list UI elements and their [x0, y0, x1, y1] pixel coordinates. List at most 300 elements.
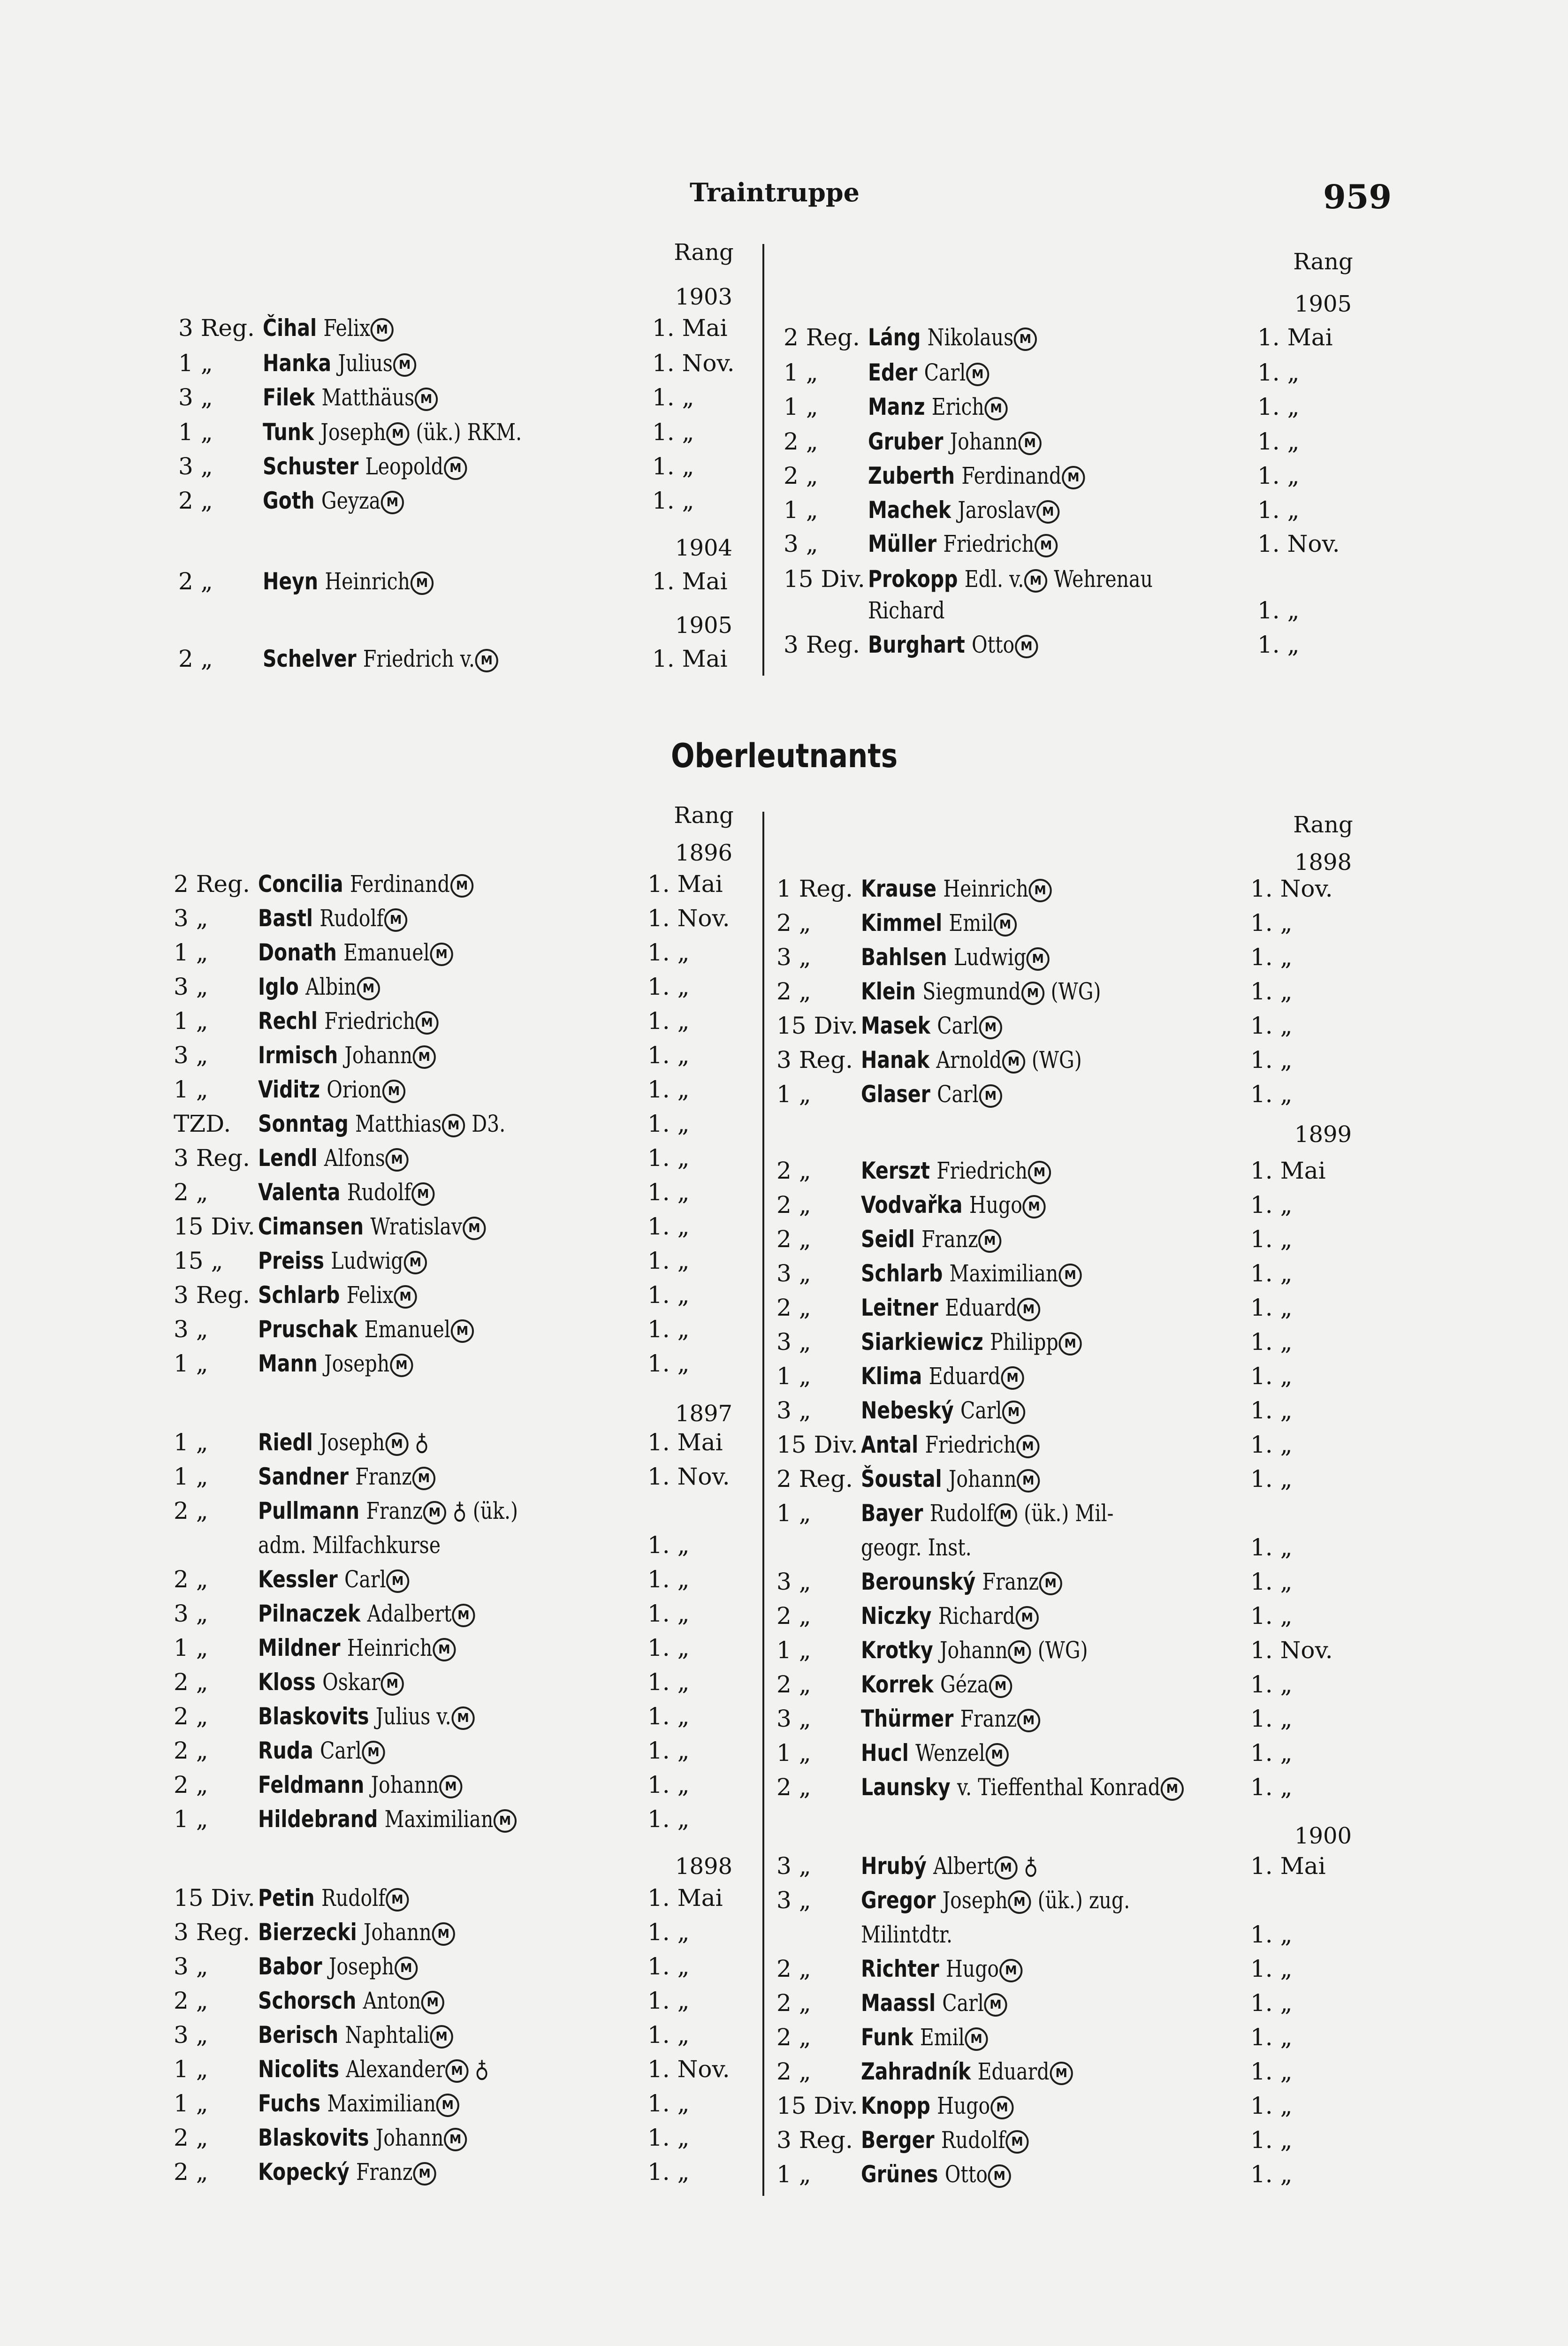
given-name: Rudolf	[941, 2126, 1005, 2154]
surname: Vodvařka	[861, 1191, 969, 1219]
year-label: 1905	[675, 612, 733, 639]
surname: Pruschak	[258, 1316, 365, 1343]
list-item	[784, 496, 1393, 529]
officer-name	[861, 1637, 1088, 1664]
unit-label: 1 „	[784, 393, 818, 420]
surname: Mildner	[258, 1634, 347, 1661]
rank-date: 1. „	[1250, 1465, 1293, 1493]
rank-date: 1. „	[647, 1042, 690, 1069]
officer-name	[263, 350, 417, 377]
given-name: Heinrich	[347, 1634, 433, 1661]
unit-label: 1 „	[174, 1805, 208, 1833]
m-circle-icon: M	[994, 1856, 1017, 1880]
list-item	[776, 1157, 1386, 1190]
note-text: ♁	[409, 1429, 429, 1456]
surname: Schelver	[263, 645, 363, 672]
given-name: Nikolaus	[927, 324, 1014, 351]
given-name: Richard	[868, 597, 945, 624]
surname: Klein	[861, 978, 923, 1005]
list-item	[784, 530, 1393, 563]
list-item	[776, 1191, 1386, 1224]
given-name: Otto	[971, 631, 1015, 658]
m-circle-icon: M	[386, 1148, 409, 1172]
m-circle-icon: M	[979, 1084, 1002, 1108]
rank-date: 1. „	[647, 1919, 690, 1946]
rank-date: 1. „	[647, 1213, 690, 1240]
m-circle-icon: M	[382, 1080, 405, 1103]
officer-name	[258, 1953, 418, 1980]
list-item	[174, 939, 784, 972]
officer-name	[258, 1247, 427, 1274]
unit-label: 2 „	[784, 428, 818, 455]
list-item	[174, 1497, 784, 1530]
surname: Antal	[861, 1431, 925, 1458]
list-item	[776, 909, 1386, 942]
rank-date: 1. „	[1250, 944, 1293, 971]
surname: Láng	[868, 324, 928, 351]
rank-date: 1. „	[1250, 2024, 1293, 2051]
rank-date: 1. „	[1250, 1955, 1293, 1982]
rank-date: 1. Mai	[652, 645, 728, 672]
officer-name	[258, 1634, 456, 1661]
rank-date: 1. „	[1250, 1012, 1293, 1039]
surname: Siarkiewicz	[861, 1328, 990, 1356]
given-name: Naphtali	[345, 2021, 430, 2049]
surname: Hildebrand	[258, 1805, 385, 1833]
surname: Richter	[861, 1955, 946, 1982]
rank-date: 1. Nov.	[1257, 530, 1340, 557]
m-circle-icon: M	[985, 1743, 1008, 1767]
given-name: Carl	[937, 1012, 979, 1039]
surname: Leitner	[861, 1294, 945, 1321]
given-name: Géza	[940, 1671, 989, 1698]
unit-label: 1 „	[776, 1500, 811, 1527]
m-circle-icon: M	[985, 397, 1008, 420]
surname: Tunk	[263, 419, 321, 446]
officer-name	[861, 1046, 1082, 1074]
unit-label: 2 Reg.	[174, 870, 250, 898]
unit-label: 2 „	[178, 645, 213, 672]
surname: Goth	[263, 487, 321, 514]
rank-date: 1. „	[1250, 1705, 1293, 1732]
list-item	[776, 1046, 1386, 1079]
given-name: Felix	[346, 1281, 394, 1309]
surname: Klima	[861, 1363, 929, 1390]
given-name: Ferdinand	[961, 462, 1062, 489]
unit-label: 1 „	[174, 1350, 208, 1377]
surname: Nicolits	[258, 2056, 346, 2083]
surname: Viditz	[258, 1076, 327, 1103]
m-circle-icon: M	[411, 571, 434, 595]
note-text: (WG)	[1031, 1637, 1088, 1664]
rank-date: 1. „	[647, 1600, 690, 1627]
list-item	[174, 1144, 784, 1177]
m-circle-icon: M	[463, 1217, 486, 1240]
given-name: Johann	[375, 2124, 444, 2151]
given-name: Wratislav	[370, 1213, 463, 1240]
given-name: Maximilian	[384, 1805, 494, 1833]
unit-label: 1 „	[776, 1637, 811, 1664]
officer-name	[263, 453, 467, 480]
surname: Valenta	[258, 1179, 347, 1206]
officer-name	[263, 645, 499, 672]
list-item	[174, 1600, 784, 1633]
given-name: Anton	[363, 1987, 421, 2014]
unit-label: 2 „	[776, 1671, 811, 1698]
officer-name	[258, 1771, 463, 1798]
note-text: D3.	[465, 1110, 506, 1137]
rank-date: 1. „	[1250, 1568, 1293, 1595]
rank-date: 1. „	[1250, 1363, 1293, 1390]
rank-date: 1. Mai	[647, 1429, 723, 1456]
list-item	[776, 1955, 1386, 1988]
unit-label: 2 „	[776, 1774, 811, 1801]
m-circle-icon: M	[1036, 500, 1059, 524]
rank-date: 1. „	[1250, 1397, 1293, 1424]
list-item	[776, 978, 1386, 1011]
unit-label: 2 Reg.	[784, 324, 860, 351]
m-circle-icon: M	[1023, 1195, 1046, 1219]
officer-name	[258, 1110, 505, 1137]
m-circle-icon: M	[978, 1229, 1001, 1253]
m-circle-icon: M	[1028, 1161, 1051, 1184]
officer-name	[258, 2158, 436, 2186]
unit-label: 3 „	[174, 1953, 208, 1980]
given-name: Matthäus	[321, 384, 415, 411]
surname: Schlarb	[861, 1260, 950, 1287]
surname: Hrubý	[861, 1852, 934, 1880]
officer-name	[861, 2092, 1014, 2119]
m-circle-icon: M	[1050, 2062, 1073, 2085]
list-item	[784, 597, 1393, 630]
list-item	[174, 1076, 784, 1109]
given-name: Eduard	[945, 1294, 1017, 1321]
list-item	[776, 1081, 1386, 1113]
unit-label: 1 „	[178, 350, 213, 377]
unit-label: 3 Reg.	[776, 1046, 853, 1074]
list-item	[776, 1534, 1386, 1567]
officer-name	[861, 1852, 1038, 1880]
officer-name	[861, 944, 1050, 971]
surname: Bastl	[258, 905, 320, 932]
given-name: Johann	[948, 1465, 1017, 1493]
surname: Berger	[861, 2126, 941, 2154]
officer-name	[868, 597, 945, 624]
unit-label: 2 „	[174, 1771, 208, 1798]
given-name: Friedrich	[925, 1431, 1016, 1458]
unit-label: TZD.	[174, 1110, 231, 1137]
given-name: Joseph	[328, 1953, 395, 1980]
m-circle-icon: M	[1014, 328, 1037, 351]
officer-name	[258, 1805, 517, 1833]
unit-label: 3 „	[776, 1260, 811, 1287]
given-name: Heinrich	[943, 875, 1028, 902]
officer-name	[861, 1774, 1184, 1801]
unit-label: 2 „	[174, 1497, 208, 1524]
unit-label: 15 Div.	[174, 1213, 255, 1240]
officer-name	[258, 1668, 404, 1696]
surname: Rechl	[258, 1007, 325, 1035]
given-name: Geyza	[321, 487, 381, 514]
list-item	[174, 1463, 784, 1496]
officer-name	[861, 1602, 1039, 1630]
rank-date: 1. „	[647, 1076, 690, 1103]
rank-date: 1. „	[647, 1953, 690, 1980]
given-name: Emil	[949, 909, 994, 937]
surname: Bahlsen	[861, 944, 954, 971]
year-label: 1897	[675, 1401, 733, 1427]
officer-name	[861, 1500, 1113, 1527]
unit-label: 1 „	[776, 1081, 811, 1108]
note-text: (WG)	[1044, 978, 1101, 1005]
officer-name	[258, 2090, 460, 2117]
rank-date: 1. Nov.	[647, 1463, 730, 1490]
surname: Eder	[868, 359, 924, 386]
unit-label: 3 „	[776, 1705, 811, 1732]
list-item	[784, 393, 1393, 426]
given-name: Carl	[924, 359, 966, 386]
m-circle-icon: M	[439, 1775, 462, 1798]
list-item	[174, 1316, 784, 1348]
list-item	[174, 870, 784, 903]
surname: Iglo	[258, 973, 306, 1000]
rank-date: 1. „	[652, 453, 694, 480]
list-item	[776, 1739, 1386, 1772]
unit-label: 2 „	[776, 909, 811, 937]
officer-name	[258, 973, 380, 1000]
rank-date: 1. „	[1250, 1774, 1293, 1801]
rank-date: 1. „	[647, 939, 690, 966]
unit-label: 1 „	[178, 419, 213, 446]
list-item	[174, 2158, 784, 2191]
unit-label: 2 „	[174, 1703, 208, 1730]
m-circle-icon: M	[475, 649, 498, 672]
list-item	[174, 1634, 784, 1667]
unit-label: 1 „	[174, 1429, 208, 1456]
rank-date: 1. Nov.	[647, 2056, 730, 2083]
m-circle-icon: M	[1017, 1298, 1040, 1321]
m-circle-icon: M	[384, 908, 407, 932]
given-name: Erich	[931, 393, 984, 420]
list-item	[178, 384, 788, 417]
unit-label: 1 „	[174, 2056, 208, 2083]
given-name: Emanuel	[343, 939, 430, 966]
m-circle-icon: M	[994, 913, 1017, 937]
officer-name	[861, 1397, 1026, 1424]
unit-label: 2 „	[174, 1668, 208, 1696]
unit-label: 3 „	[174, 1316, 208, 1343]
officer-name	[861, 1705, 1041, 1732]
given-name: adm. Milfachkurse	[258, 1531, 441, 1559]
m-circle-icon: M	[386, 1888, 409, 1912]
m-circle-icon: M	[390, 1354, 413, 1377]
rank-date: 1. „	[1257, 597, 1300, 624]
year-label: 1898	[675, 1853, 733, 1880]
m-circle-icon: M	[1024, 569, 1047, 593]
m-circle-icon: M	[965, 2027, 988, 2051]
m-circle-icon: M	[999, 1959, 1022, 1982]
rank-date: 1. „	[647, 1634, 690, 1661]
note-text: ♁	[1018, 1852, 1038, 1880]
given-name: Hugo	[969, 1191, 1022, 1219]
surname: Petin	[258, 1884, 321, 1912]
given-name: Leopold	[365, 453, 443, 480]
given-name: Emanuel	[364, 1316, 451, 1343]
rank-date: 1. „	[647, 1007, 690, 1035]
rank-date: 1. „	[1250, 1989, 1293, 2017]
unit-label: 1 „	[174, 1463, 208, 1490]
unit-label: 3 „	[174, 905, 208, 932]
unit-label: 3 „	[776, 1568, 811, 1595]
m-circle-icon: M	[423, 1501, 446, 1524]
rank-date: 1. „	[1257, 359, 1300, 386]
officer-name	[258, 1179, 435, 1206]
list-item	[174, 1566, 784, 1599]
given-name: Philipp	[990, 1328, 1058, 1356]
given-name: Joseph	[324, 1350, 390, 1377]
list-item	[776, 1226, 1386, 1258]
given-name: Ludwig	[331, 1247, 403, 1274]
given-name: Johann	[363, 1919, 432, 1946]
m-circle-icon: M	[416, 1011, 439, 1035]
given-name: Joseph	[942, 1887, 1008, 1914]
list-item	[174, 1429, 784, 1462]
m-circle-icon: M	[1015, 635, 1038, 658]
list-item	[776, 2126, 1386, 2159]
unit-label: 2 „	[174, 2158, 208, 2186]
surname: Šoustal	[861, 1465, 949, 1493]
unit-label: 2 „	[776, 2058, 811, 2085]
rank-date: 1. „	[1250, 1046, 1293, 1074]
unit-label: 3 „	[174, 1042, 208, 1069]
officer-name	[868, 359, 990, 386]
surname: Thürmer	[861, 1705, 960, 1732]
unit-label: 1 „	[784, 496, 818, 524]
given-name: Matthias	[355, 1110, 442, 1137]
rang-header-top-right: Rang	[1293, 249, 1353, 275]
list-item	[776, 1637, 1386, 1669]
unit-label: 3 Reg.	[174, 1919, 250, 1946]
list-item	[174, 1668, 784, 1701]
list-item	[776, 1465, 1386, 1498]
surname: Babor	[258, 1953, 329, 1980]
m-circle-icon: M	[989, 1675, 1012, 1698]
officer-name	[258, 1600, 475, 1627]
officer-name	[258, 1076, 405, 1103]
list-item	[174, 1007, 784, 1040]
unit-label: 3 „	[784, 530, 818, 557]
given-name: Eduard	[929, 1363, 1001, 1390]
unit-label: 1 „	[776, 2161, 811, 2188]
given-name: v. Tieffenthal Konrad	[957, 1774, 1161, 1801]
note-text: Wehrenau	[1048, 565, 1153, 593]
officer-name	[263, 487, 404, 514]
surname: Concilia	[258, 870, 350, 898]
given-name: Jaroslav	[958, 496, 1036, 524]
m-circle-icon: M	[394, 1285, 417, 1309]
list-item	[174, 1771, 784, 1804]
unit-label: 2 „	[178, 487, 213, 514]
unit-label: 1 Reg.	[776, 875, 853, 902]
list-item	[174, 905, 784, 937]
surname: Maassl	[861, 1989, 943, 2017]
unit-label: 3 Reg.	[776, 2126, 853, 2154]
surname: Sonntag	[258, 1110, 355, 1137]
rank-date: 1. „	[652, 384, 694, 411]
m-circle-icon: M	[1018, 432, 1041, 455]
list-item	[178, 419, 788, 451]
list-item	[174, 1179, 784, 1211]
unit-label: 15 Div.	[784, 565, 865, 593]
officer-name	[861, 1012, 1003, 1039]
rank-date: 1. Nov.	[1250, 1637, 1333, 1664]
rank-date: 1. Nov.	[647, 905, 730, 932]
given-name: Wenzel	[915, 1739, 985, 1767]
list-item	[174, 973, 784, 1006]
list-item	[174, 2124, 784, 2157]
surname: Hanka	[263, 350, 338, 377]
surname: Schorsch	[258, 1987, 363, 2014]
rank-date: 1. „	[647, 1668, 690, 1696]
rank-date: 1. „	[1250, 1294, 1293, 1321]
surname: Čihal	[263, 314, 324, 342]
list-item	[174, 1042, 784, 1074]
unit-label: 3 „	[174, 973, 208, 1000]
rank-date: 1. „	[647, 1566, 690, 1593]
officer-name	[861, 1465, 1041, 1493]
unit-label: 1 „	[174, 1634, 208, 1661]
given-name: Joseph	[320, 419, 386, 446]
year-label: 1899	[1294, 1121, 1352, 1148]
given-name: Rudolf	[320, 905, 384, 932]
unit-label: 3 „	[776, 1887, 811, 1914]
m-circle-icon: M	[386, 422, 409, 446]
officer-name	[868, 324, 1037, 351]
list-item	[776, 2024, 1386, 2057]
m-circle-icon: M	[403, 1251, 426, 1274]
unit-label: 3 „	[174, 2021, 208, 2049]
list-item	[174, 1703, 784, 1736]
list-item	[174, 1805, 784, 1838]
unit-label: 3 „	[178, 384, 213, 411]
given-name: Orion	[327, 1076, 382, 1103]
given-name: Carl	[960, 1397, 1002, 1424]
unit-label: 1 „	[776, 1739, 811, 1767]
rank-date: 1. „	[1250, 1739, 1293, 1767]
m-circle-icon: M	[1002, 1050, 1025, 1074]
given-name: geogr. Inst.	[861, 1534, 972, 1561]
unit-label: 1 „	[174, 1007, 208, 1035]
surname: Korrek	[861, 1671, 941, 1698]
list-item	[174, 1919, 784, 1951]
unit-label: 3 Reg.	[174, 1281, 250, 1309]
unit-label: 2 „	[174, 1566, 208, 1593]
given-name: Albin	[305, 973, 357, 1000]
m-circle-icon: M	[1001, 1366, 1024, 1390]
given-name: Julius v.	[375, 1703, 451, 1730]
list-item	[776, 1328, 1386, 1361]
officer-name	[861, 1671, 1012, 1698]
unit-label: 3 Reg.	[174, 1144, 250, 1172]
given-name: Franz	[982, 1568, 1039, 1595]
m-circle-icon: M	[395, 1957, 418, 1980]
surname: Gregor	[861, 1887, 943, 1914]
surname: Funk	[861, 2024, 920, 2051]
list-item	[776, 875, 1386, 908]
surname: Zuberth	[868, 462, 962, 489]
given-name: Johann	[371, 1771, 439, 1798]
rank-date: 1. „	[647, 1144, 690, 1172]
